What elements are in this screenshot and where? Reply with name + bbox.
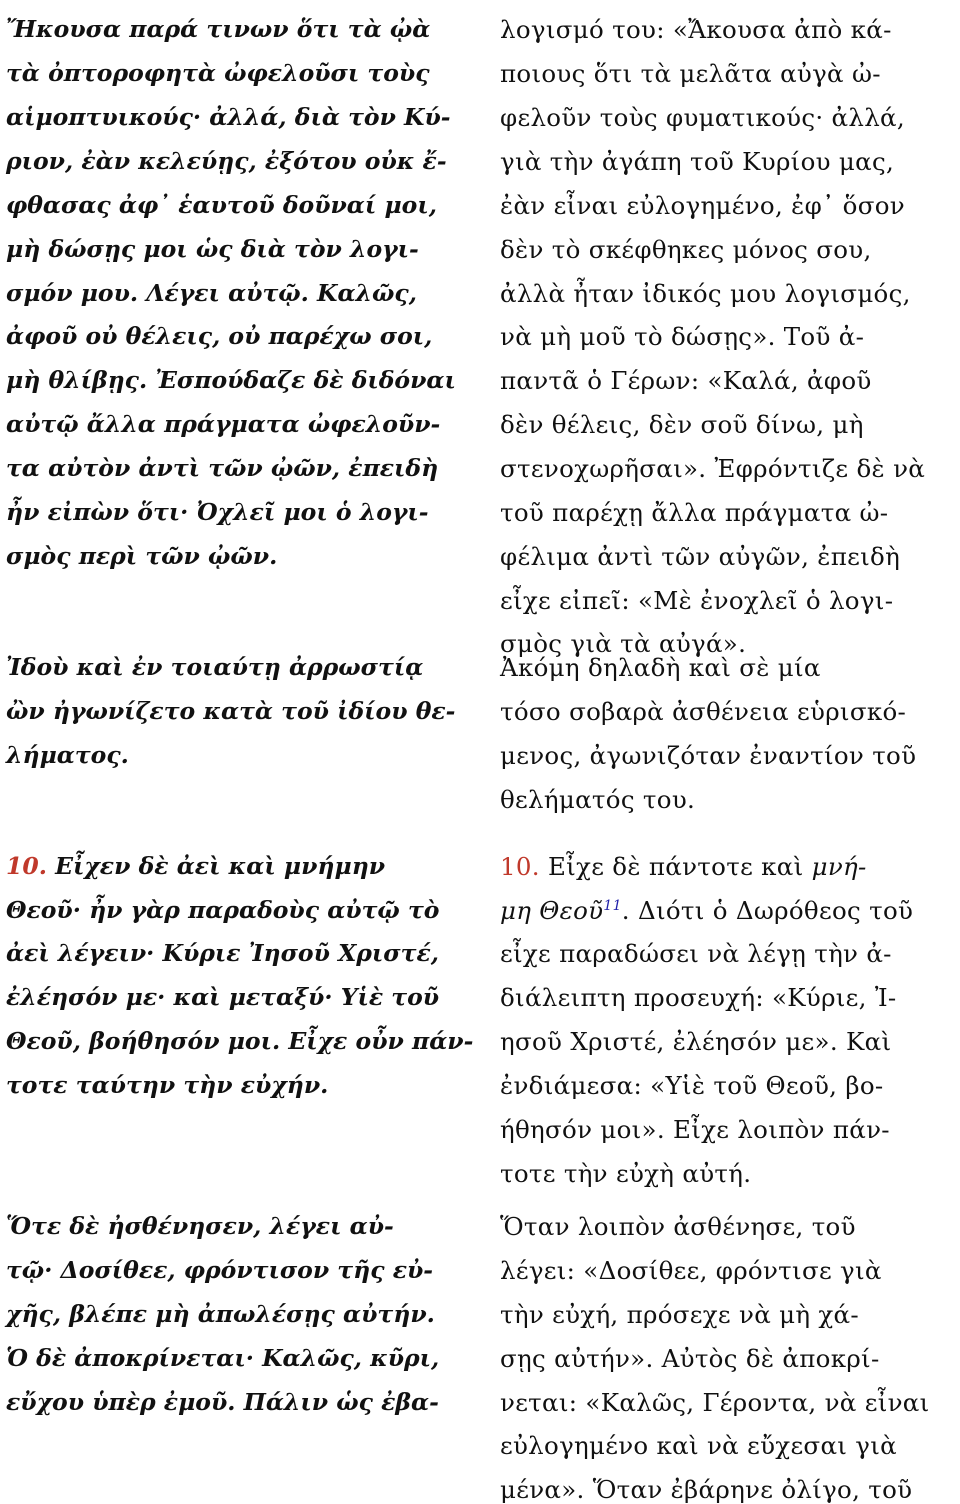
text-line: τοτε ταύτην τὴν εὐχήν. [6, 1071, 329, 1099]
text-line: νὰ μὴ μοῦ τὸ δώσῃς». Τοῦ ἀ- [500, 322, 865, 351]
text-line: λέγει: «Δοσίθεε, φρόντισε γιὰ [500, 1256, 882, 1285]
footnote-marker: 11 [603, 897, 622, 914]
text-line: λογισμό του: «Ἄκουσα ἀπὸ κά- [500, 15, 892, 44]
text-line: ἐνδιάμεσα: «Υἱὲ τοῦ Θεοῦ, βο- [500, 1071, 884, 1100]
section-first-line [6, 852, 386, 880]
text-line: τὴν εὐχή, πρόσεχε νὰ μὴ χά- [500, 1300, 859, 1329]
text-line: εὐλογημένο καὶ νὰ εὔχεσαι γιὰ [500, 1431, 897, 1460]
text-line: ησοῦ Χριστέ, ἐλέησόν με». Καὶ [500, 1027, 892, 1056]
text-line: μενος, ἀγωνιζόταν ἐναντίον τοῦ [500, 741, 917, 770]
text-line: μὴ δώσῃς μοι ὡς διὰ τὸν λογι- [6, 235, 419, 263]
text-line: ἦν εἰπὼν ὅτι· Ὀχλεῖ μοι ὁ λογι- [6, 498, 429, 526]
text-line: σμὸς περὶ τῶν ᾠῶν. [6, 542, 278, 570]
text-line: Ὅταν λοιπὸν ἀσθένησε, τοῦ [500, 1212, 856, 1241]
text-line: Ὅτε δὲ ἠσθένησεν, λέγει αὐ- [6, 1212, 394, 1240]
text-line: ἐλέησόν με· καὶ μεταξύ· Υἱὲ τοῦ [6, 983, 440, 1011]
section-first-line [500, 852, 867, 881]
text-line: νεται: «Καλῶς, Γέροντα, νὰ εἶναι [500, 1388, 930, 1417]
text-line: ήθησόν μοι». Εἶχε λοιπὸν πάν- [500, 1115, 890, 1144]
section-number: 10. [500, 852, 540, 881]
line-text: . Διότι ὁ Δωρόθεος τοῦ [621, 896, 914, 925]
emphasis-text: μη Θεοῦ [500, 896, 604, 925]
text-line: Θεοῦ· ἦν γὰρ παραδοὺς αὐτῷ τὸ [6, 896, 440, 924]
text-line: ποιους ὅτι τὰ μελᾶτα αὐγὰ ὠ- [500, 59, 881, 88]
text-line: διάλειπτη προσευχή: «Κύριε, Ἰ- [500, 983, 897, 1012]
text-line: λήματος. [6, 741, 129, 769]
text-line: εὔχου ὑπὲρ ἐμοῦ. Πάλιν ὡς ἐβα- [6, 1388, 439, 1416]
text-line: Ἤκουσα παρά τινων ὅτι τὰ ᾠὰ [6, 15, 431, 43]
emphasis-text: μνή- [811, 852, 867, 881]
text-line: φελοῦν τοὺς φυματικούς· ἀλλά, [500, 103, 905, 132]
text-line: δὲν τὸ σκέφθηκες μόνος σου, [500, 235, 872, 264]
text-line: τα αὐτὸν ἀντὶ τῶν ᾠῶν, ἐπειδὴ [6, 454, 439, 482]
text-line: χῆς, βλέπε μὴ ἀπωλέσῃς αὐτήν. [6, 1300, 435, 1328]
text-line: εἶχε παραδώσει νὰ λέγῃ τὴν ἀ- [500, 939, 892, 968]
text-line: σμόν μου. Λέγει αὐτῷ. Καλῶς, [6, 279, 417, 307]
text-line: φέλιμα ἀντὶ τῶν αὐγῶν, ἐπειδὴ [500, 542, 901, 571]
text-line: ἐὰν εἶναι εὐλογημένο, ἐφ᾽ ὅσον [500, 191, 905, 220]
text-line: τὰ ὀπτοροφητὰ ὠφελοῦσι τοὺς [6, 59, 430, 87]
text-line: δὲν θέλεις, δὲν σοῦ δίνω, μὴ [500, 410, 864, 439]
text-line: παντᾶ ὁ Γέρων: «Καλά, ἀφοῦ [500, 366, 872, 395]
text-line: τοῦ παρέχῃ ἄλλα πράγματα ὠ- [500, 498, 889, 527]
text-line: ἀλλὰ ἦταν ἰδικός μου λογισμός, [500, 279, 911, 308]
text-line: μὴ θλίβῃς. Ἐσπούδαζε δὲ διδόναι [6, 366, 456, 394]
text-line: ἀεὶ λέγειν· Κύριε Ἰησοῦ Χριστέ, [6, 939, 439, 967]
text-line: Ἰδοὺ καὶ ἐν τοιαύτῃ ἀρρωστίᾳ [6, 653, 424, 681]
text-line: μένα». Ὅταν ἐβάρηνε ὀλίγο, τοῦ [500, 1475, 913, 1504]
text-line: σῃς αὐτήν». Αὐτὸς δὲ ἀποκρί- [500, 1344, 880, 1373]
line-text: Εἶχε δὲ πάντοτε καὶ [539, 852, 812, 881]
text-line: σμὸς γιὰ τὰ αὐγά». [500, 629, 747, 658]
text-line: ἀφοῦ οὐ θέλεις, οὐ παρέχω σοι, [6, 322, 433, 350]
text-line: ὢν ἠγωνίζετο κατὰ τοῦ ἰδίου θε- [6, 697, 456, 725]
text-line: Θεοῦ, βοήθησόν μοι. Εἶχε οὖν πάν- [6, 1027, 474, 1055]
text-line: γιὰ τὴν ἀγάπη τοῦ Κυρίου μας, [500, 147, 895, 176]
line-text: Εἶχεν δὲ ἀεὶ καὶ μνήμην [46, 852, 386, 880]
section-number: 10. [6, 852, 47, 880]
text-line: τόσο σοβαρὰ ἀσθένεια εὑρισκό- [500, 697, 907, 726]
text-line: αἱμοπτυικούς· ἀλλά, διὰ τὸν Κύ- [6, 103, 451, 131]
text-line: Ὁ δὲ ἀποκρίνεται· Καλῶς, κῦρι, [6, 1344, 440, 1372]
text-line: εἶχε εἰπεῖ: «Μὲ ἐνοχλεῖ ὁ λογι- [500, 586, 894, 615]
text-line: ριον, ἐὰν κελεύῃς, ἐξότου οὐκ ἔ- [6, 147, 447, 175]
text-line: θελήματός του. [500, 785, 696, 814]
text-line: τοτε τὴν εὐχὴ αὐτή. [500, 1159, 752, 1188]
text-line: Ἀκόμη δηλαδὴ καὶ σὲ μία [500, 653, 821, 682]
text-line: φθασας ἀφ᾽ ἑαυτοῦ δοῦναί μοι, [6, 191, 437, 219]
text-line: αὐτῷ ἄλλα πράγματα ὠφελοῦν- [6, 410, 441, 438]
text-line: στενοχωρῆσαι». Ἐφρόντιζε δὲ νὰ [500, 454, 926, 483]
text-line: τῷ· Δοσίθεε, φρόντισον τῆς εὐ- [6, 1256, 434, 1284]
section-second-line [500, 896, 914, 925]
